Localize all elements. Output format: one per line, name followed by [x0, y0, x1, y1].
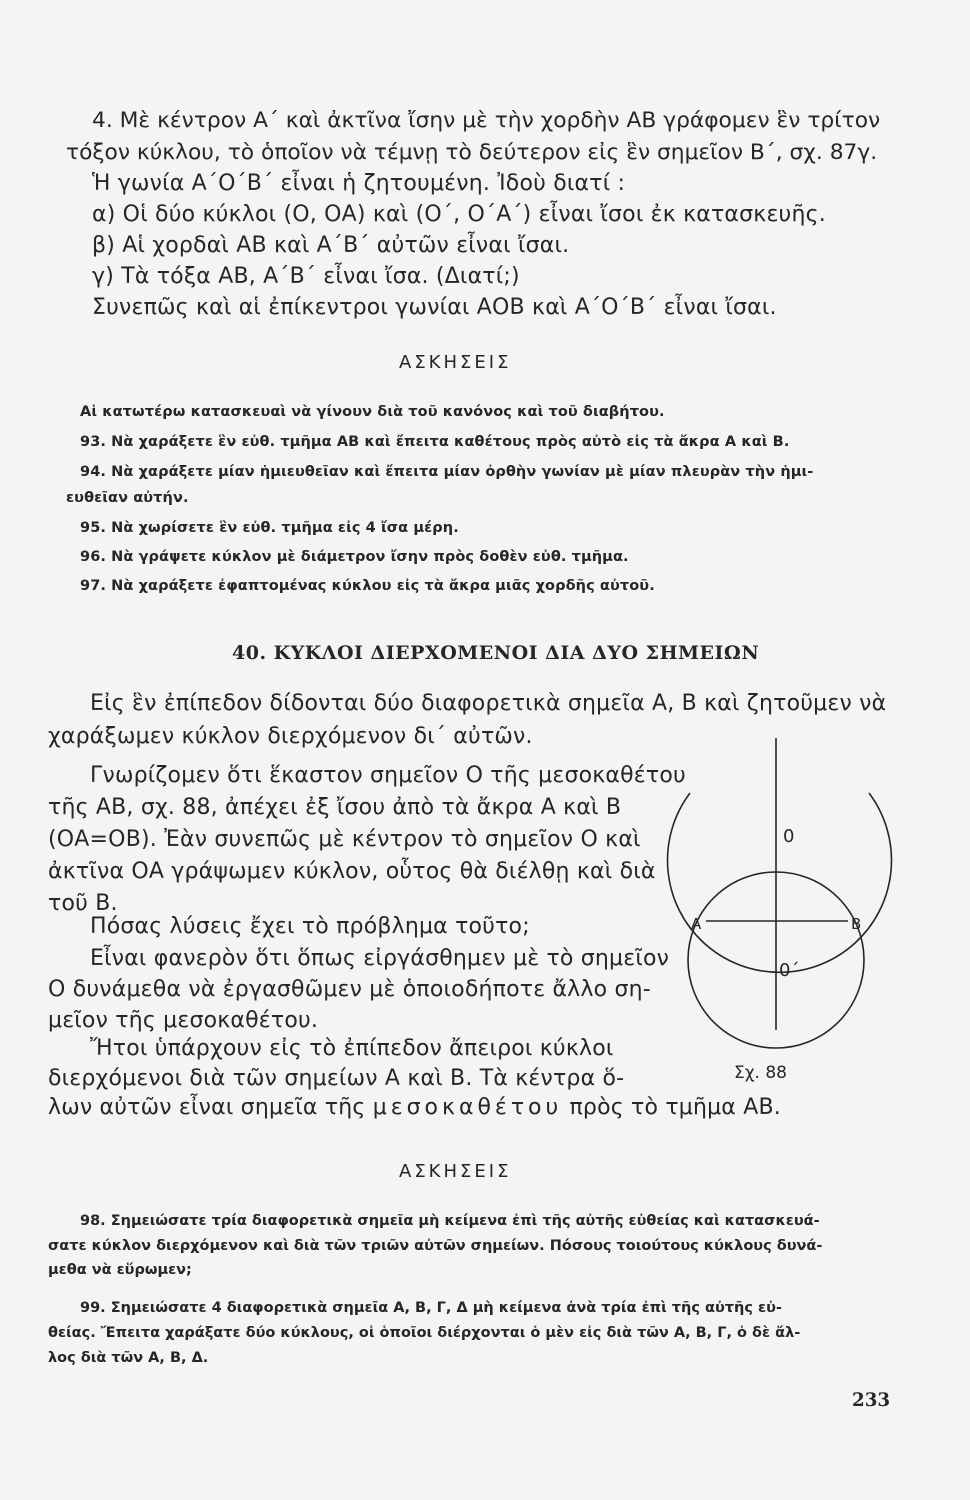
- exercise-98: 98. Σημειώσατε τρία διαφορετικὰ σημεῖα μὴ κείμενα ἐπὶ τῆς αὐτῆς εὐθείας καὶ κατασκευά-: [80, 1213, 820, 1229]
- text-line: α) Οἱ δύο κύκλοι (Ο, ΟΑ) καὶ (Ο΄, Ο΄Α΄) εἶναι ἴσοι ἐκ κατασκευῆς.: [92, 202, 826, 227]
- label-O-prime: 0΄: [779, 960, 800, 981]
- exercise-94-cont: ευθεῖαν αὐτήν.: [66, 490, 189, 506]
- exercise-94: 94. Νὰ χαράξετε μίαν ἡμιευθεῖαν καὶ ἔπειτα μίαν ὀρθὴν γωνίαν μὲ μίαν πλευρὰν τὴν ἡμι-: [80, 464, 814, 480]
- text-line: Ο δυνάμεθα νὰ ἐργασθῶμεν μὲ ὁποιοδήποτε ἄλλο ση-: [48, 977, 651, 1002]
- text-line: Εἶναι φανερὸν ὅτι ὅπως εἰργάσθημεν μὲ τὸ σημεῖον: [90, 946, 670, 971]
- exercise-97: 97. Νὰ χαράξετε ἐφαπτομένας κύκλου εἰς τὰ ἄκρα μιᾶς χορδῆς αὐτοῦ.: [80, 578, 655, 594]
- text-line: χαράξωμεν κύκλον διερχόμενον δι΄ αὐτῶν.: [48, 724, 533, 749]
- figure-caption: Σχ. 88: [734, 1063, 788, 1083]
- exercise-93: 93. Νὰ χαράξετε ἓν εὐθ. τμῆμα ΑΒ καὶ ἔπειτα καθέτους πρὸς αὐτὸ εἰς τὰ ἄκρα Α καὶ Β.: [80, 434, 790, 450]
- text-line: β) Αἱ χορδαὶ ΑΒ καὶ Α΄Β΄ αὐτῶν εἶναι ἴσαι.: [92, 233, 570, 258]
- label-B: B: [851, 915, 862, 933]
- section-title: 40. ΚΥΚΛΟΙ ΔΙΕΡΧΟΜΕΝΟΙ ΔΙΑ ΔΥΟ ΣΗΜΕΙΩΝ: [232, 642, 760, 664]
- text-line: Εἰς ἓν ἐπίπεδον δίδονται δύο διαφορετικὰ σημεῖα Α, Β καὶ ζητοῦμεν νὰ: [90, 691, 887, 716]
- text-line: Συνεπῶς καὶ αἱ ἐπίκεντροι γωνίαι ΑΟΒ καὶ Α΄Ο΄Β΄ εἶναι ἴσαι.: [92, 295, 777, 320]
- text-line: 4. Μὲ κέντρον Α΄ καὶ ἀκτῖνα ἴσην μὲ τὴν χορδὴν ΑΒ γράφομεν ἓν τρίτον: [92, 108, 881, 133]
- text-line: διερχόμενοι διὰ τῶν σημείων Α καὶ Β. Τὰ κέντρα ὅ-: [48, 1066, 625, 1091]
- label-A: A: [691, 915, 702, 933]
- text-span: λων αὐτῶν εἶναι σημεῖα τῆς: [48, 1095, 366, 1120]
- text-line: γ) Τὰ τόξα ΑΒ, Α΄Β΄ εἶναι ἴσα. (Διατί;): [92, 264, 520, 289]
- exercise-96: 96. Νὰ γράψετε κύκλον μὲ διάμετρον ἴσην πρὸς δοθὲν εὐθ. τμῆμα.: [80, 549, 629, 565]
- text-span: πρὸς τὸ τμῆμα ΑΒ.: [569, 1095, 781, 1120]
- exercise-99: 99. Σημειώσατε 4 διαφορετικὰ σημεῖα Α, Β, Γ, Δ μὴ κείμενα ἀνὰ τρία ἐπὶ τῆς αὐτῆς εὐ-: [80, 1300, 782, 1316]
- text-line: Ἤτοι ὑπάρχουν εἰς τὸ ἐπίπεδον ἄπειροι κύκλοι: [90, 1036, 614, 1061]
- exercise-95: 95. Νὰ χωρίσετε ἓν εὐθ. τμῆμα εἰς 4 ἴσα μέρη.: [80, 520, 459, 536]
- exercise-98-cont: σατε κύκλον διερχόμενον καὶ διὰ τῶν τριῶν αὐτῶν σημείων. Πόσους τοιούτους κύκλους δυνά-: [48, 1238, 823, 1254]
- text-line: Πόσας λύσεις ἔχει τὸ πρόβλημα τοῦτο;: [90, 914, 530, 939]
- exercises-heading: ΑΣΚΗΣΕΙΣ: [399, 352, 512, 373]
- text-line: τόξον κύκλου, τὸ ὁποῖον νὰ τέμνῃ τὸ δεύτερον εἰς ἓν σημεῖον Β΄, σχ. 87γ.: [66, 140, 878, 165]
- circle-O: [668, 793, 892, 972]
- spaced-term: μεσοκαθέτου: [372, 1095, 563, 1120]
- exercise-98-cont: μεθα νὰ εὕρωμεν;: [48, 1262, 192, 1278]
- label-O: 0: [783, 826, 795, 847]
- exercise-99-cont: θείας. Ἔπειτα χαράξατε δύο κύκλους, οἱ ὁποῖοι διέρχονται ὁ μὲν εἰς διὰ τῶν Α, Β, Γ, ὁ δὲ ἄλ-: [48, 1325, 801, 1341]
- exercise-99-cont: λος διὰ τῶν Α, Β, Δ.: [48, 1350, 209, 1366]
- text-line: Γνωρίζομεν ὅτι ἕκαστον σημεῖον Ο τῆς μεσοκαθέτου: [90, 763, 686, 788]
- text-line: ἀκτῖνα ΟΑ γράψωμεν κύκλον, οὗτος θὰ διέλθῃ καὶ διὰ: [48, 859, 656, 884]
- exercises-heading: ΑΣΚΗΣΕΙΣ: [399, 1161, 512, 1182]
- text-line: Ἡ γωνία Α΄Ο΄Β΄ εἶναι ἡ ζητουμένη. Ἰδοὺ διατί :: [92, 171, 626, 196]
- text-line: μεῖον τῆς μεσοκαθέτου.: [48, 1008, 319, 1033]
- page-number: 233: [852, 1390, 891, 1411]
- text-line: τῆς ΑΒ, σχ. 88, ἀπέχει ἐξ ἴσου ἀπὸ τὰ ἄκρα Α καὶ Β: [48, 795, 622, 820]
- text-line: (ΟΑ=ΟΒ). Ἐὰν συνεπῶς μὲ κέντρον τὸ σημεῖον Ο καὶ: [48, 827, 641, 852]
- exercise-intro: Αἱ κατωτέρω κατασκευαὶ νὰ γίνουν διὰ τοῦ κανόνος καὶ τοῦ διαβήτου.: [80, 404, 665, 420]
- text-line: τοῦ Β.: [48, 891, 118, 916]
